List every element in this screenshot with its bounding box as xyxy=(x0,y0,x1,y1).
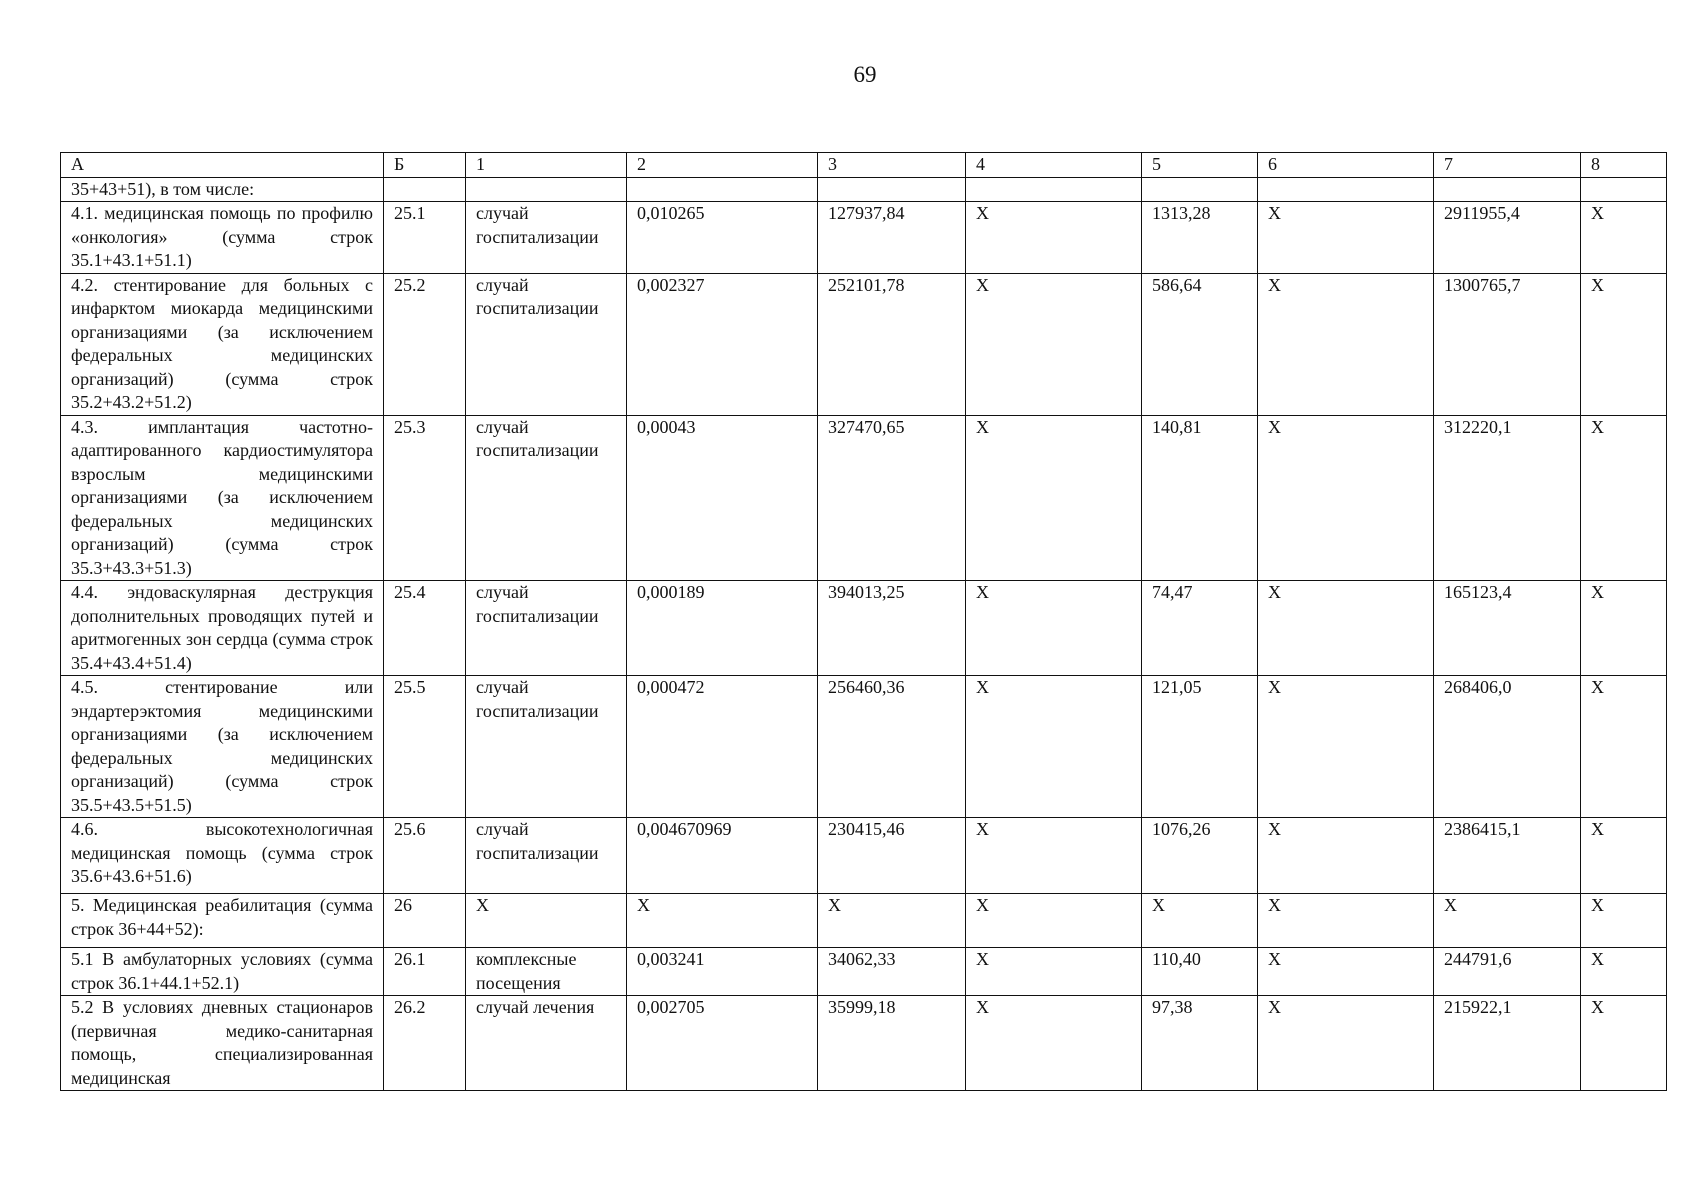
table-cell-col2: 0,003241 xyxy=(627,948,818,996)
table-cell-col1: случай госпитализации xyxy=(466,581,627,676)
table-cell-col3: 394013,25 xyxy=(818,581,966,676)
table-cell-b: 25.3 xyxy=(384,415,466,581)
table-row xyxy=(61,177,1667,202)
table-cell-col2: 0,002327 xyxy=(627,273,818,415)
table-cell-col1: случай госпитализации xyxy=(466,415,627,581)
table-cell-col6: X xyxy=(1258,818,1434,894)
column-header: 6 xyxy=(1258,153,1434,178)
table-cell-col6: X xyxy=(1258,581,1434,676)
table-cell-a: 4.3. имплантация частотно-адаптированного кардиостимулятора взрослым медицинскими организациями (за исключением федеральных медицинских организаций) (сумма строк 35.3+43.3+51.3) xyxy=(61,415,384,581)
table-cell-col4: X xyxy=(966,948,1142,996)
table-cell-col7: 215922,1 xyxy=(1434,996,1581,1091)
page-number: 69 xyxy=(853,62,877,87)
table-cell-col2: 0,002705 xyxy=(627,996,818,1091)
table-cell-col8: X xyxy=(1581,581,1667,676)
table-cell-a: 5. Медицинская реабилитация (сумма строк 36+44+52): xyxy=(61,894,384,948)
table-cell-col1: случай лечения xyxy=(466,996,627,1091)
table-cell-col4 xyxy=(966,177,1142,202)
table-cell-col1: случай госпитализации xyxy=(466,202,627,274)
column-header: 2 xyxy=(627,153,818,178)
table-cell-b: 26.1 xyxy=(384,948,466,996)
table-cell-col6: X xyxy=(1258,415,1434,581)
table-cell-a: 4.5. стентирование или эндартерэктомия медицинскими организациями (за исключением федеральных медицинских организаций) (сумма строк 35.5+43.5+51.5) xyxy=(61,676,384,818)
table-cell-col5: 1313,28 xyxy=(1142,202,1258,274)
table-cell-col2: 0,004670969 xyxy=(627,818,818,894)
table-cell-col7: X xyxy=(1434,894,1581,948)
table-cell-col7: 2911955,4 xyxy=(1434,202,1581,274)
table-cell-col3 xyxy=(818,177,966,202)
column-header: 4 xyxy=(966,153,1142,178)
table-cell-col6: X xyxy=(1258,996,1434,1091)
data-table xyxy=(60,152,1667,1091)
table-cell-col6: X xyxy=(1258,202,1434,274)
table-cell-col4: X xyxy=(966,581,1142,676)
table-cell-col1: случай госпитализации xyxy=(466,676,627,818)
table-cell-col1: X xyxy=(466,894,627,948)
table-row xyxy=(61,948,1667,996)
table-cell-col8: X xyxy=(1581,948,1667,996)
table-cell-col3: 230415,46 xyxy=(818,818,966,894)
table-cell-col5: 110,40 xyxy=(1142,948,1258,996)
table-cell-col6: X xyxy=(1258,273,1434,415)
column-header: 7 xyxy=(1434,153,1581,178)
table-cell-col7 xyxy=(1434,177,1581,202)
table-cell-col5: 586,64 xyxy=(1142,273,1258,415)
table-cell-col8: X xyxy=(1581,202,1667,274)
table-cell-col2: 0,000189 xyxy=(627,581,818,676)
table-cell-col3: 34062,33 xyxy=(818,948,966,996)
table-cell-col7: 244791,6 xyxy=(1434,948,1581,996)
table-cell-col5: X xyxy=(1142,894,1258,948)
table-cell-a: 35+43+51), в том числе: xyxy=(61,177,384,202)
table-row xyxy=(61,996,1667,1091)
table-cell-col2: X xyxy=(627,894,818,948)
table-cell-col4: X xyxy=(966,818,1142,894)
table-cell-b: 25.2 xyxy=(384,273,466,415)
table-cell-col2 xyxy=(627,177,818,202)
table-cell-b: 25.5 xyxy=(384,676,466,818)
table-row xyxy=(61,415,1667,581)
table-cell-col7: 165123,4 xyxy=(1434,581,1581,676)
table-cell-b: 25.4 xyxy=(384,581,466,676)
table-row xyxy=(61,676,1667,818)
table-cell-col5: 140,81 xyxy=(1142,415,1258,581)
table-cell-col8: X xyxy=(1581,273,1667,415)
table-cell-col2: 0,00043 xyxy=(627,415,818,581)
column-header: 8 xyxy=(1581,153,1667,178)
table-cell-col3: 256460,36 xyxy=(818,676,966,818)
table-cell-col1: случай госпитализации xyxy=(466,273,627,415)
table-cell-col8: X xyxy=(1581,818,1667,894)
table-cell-a: 4.1. медицинская помощь по профилю «онкология» (сумма строк 35.1+43.1+51.1) xyxy=(61,202,384,274)
table-cell-col4: X xyxy=(966,202,1142,274)
table-cell-col4: X xyxy=(966,415,1142,581)
table-cell-col7: 268406,0 xyxy=(1434,676,1581,818)
table-cell-col6 xyxy=(1258,177,1434,202)
table-cell-col2: 0,000472 xyxy=(627,676,818,818)
table-row xyxy=(61,581,1667,676)
table-cell-col5: 1076,26 xyxy=(1142,818,1258,894)
table-cell-col3: 327470,65 xyxy=(818,415,966,581)
table-cell-col4: X xyxy=(966,676,1142,818)
column-header: А xyxy=(61,153,384,178)
column-header: 3 xyxy=(818,153,966,178)
header-row xyxy=(61,153,1667,178)
table-cell-col3: 35999,18 xyxy=(818,996,966,1091)
table-cell-col8 xyxy=(1581,177,1667,202)
table-row xyxy=(61,273,1667,415)
table-cell-b: 26 xyxy=(384,894,466,948)
table-cell-col5: 121,05 xyxy=(1142,676,1258,818)
table-cell-col1 xyxy=(466,177,627,202)
table-cell-b: 25.6 xyxy=(384,818,466,894)
column-header: 5 xyxy=(1142,153,1258,178)
table-cell-b: 25.1 xyxy=(384,202,466,274)
table-cell-col7: 2386415,1 xyxy=(1434,818,1581,894)
table-cell-col6: X xyxy=(1258,894,1434,948)
table-cell-col8: X xyxy=(1581,894,1667,948)
column-header: 1 xyxy=(466,153,627,178)
table-cell-a: 4.6. высокотехнологичная медицинская помощь (сумма строк 35.6+43.6+51.6) xyxy=(61,818,384,894)
table-cell-col3: 127937,84 xyxy=(818,202,966,274)
table-cell-col5: 97,38 xyxy=(1142,996,1258,1091)
table-cell-b: 26.2 xyxy=(384,996,466,1091)
table-cell-col3: 252101,78 xyxy=(818,273,966,415)
column-header: Б xyxy=(384,153,466,178)
table-cell-col5: 74,47 xyxy=(1142,581,1258,676)
table-cell-col8: X xyxy=(1581,415,1667,581)
table-cell-a: 5.1 В амбулаторных условиях (сумма строк 36.1+44.1+52.1) xyxy=(61,948,384,996)
table-cell-col8: X xyxy=(1581,676,1667,818)
table-cell-col4: X xyxy=(966,996,1142,1091)
table-cell-a: 4.2. стентирование для больных с инфарктом миокарда медицинскими организациями (за исключением федеральных медицинских организаций) (сумма строк 35.2+43.2+51.2) xyxy=(61,273,384,415)
table-cell-col1: комплексные посещения xyxy=(466,948,627,996)
table-cell-col8: X xyxy=(1581,996,1667,1091)
table-cell-col6: X xyxy=(1258,948,1434,996)
table-cell-a: 5.2 В условиях дневных стационаров (первичная медико-санитарная помощь, специализированная медицинская xyxy=(61,996,384,1091)
table-cell-col5 xyxy=(1142,177,1258,202)
table-cell-col6: X xyxy=(1258,676,1434,818)
table-cell-b xyxy=(384,177,466,202)
table-cell-a: 4.4. эндоваскулярная деструкция дополнительных проводящих путей и аритмогенных зон сердца (сумма строк 35.4+43.4+51.4) xyxy=(61,581,384,676)
table-row xyxy=(61,894,1667,948)
table-cell-col4: X xyxy=(966,894,1142,948)
table-cell-col7: 1300765,7 xyxy=(1434,273,1581,415)
table-cell-col2: 0,010265 xyxy=(627,202,818,274)
table-cell-col1: случай госпитализации xyxy=(466,818,627,894)
table-cell-col4: X xyxy=(966,273,1142,415)
table-row xyxy=(61,202,1667,274)
table-cell-col3: X xyxy=(818,894,966,948)
table-row xyxy=(61,818,1667,894)
table-cell-col7: 312220,1 xyxy=(1434,415,1581,581)
